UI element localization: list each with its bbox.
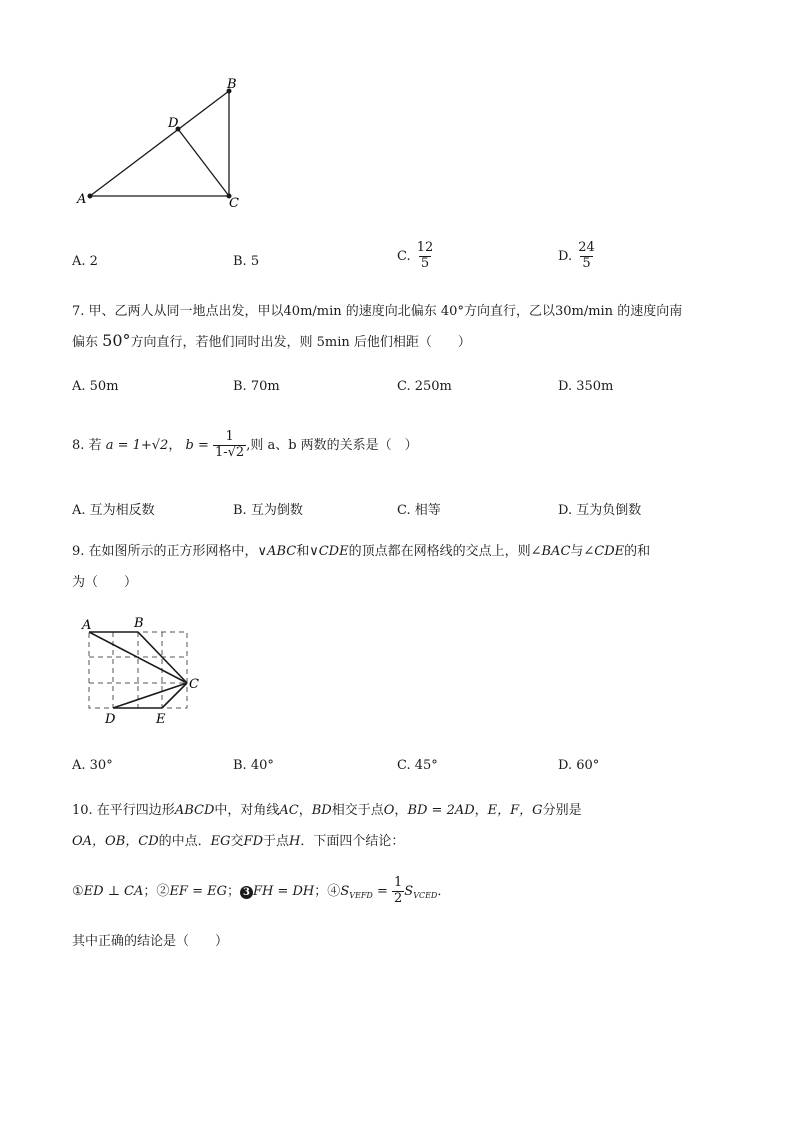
q7-option-c: C. 250m bbox=[397, 379, 452, 394]
grid-label-C: C bbox=[189, 677, 199, 692]
q10-line1: 10. 在平行四边形ABCD中，对角线AC，BD相交于点O，BD = 2AD，E，F，G分别是 bbox=[72, 803, 582, 818]
label-B: B bbox=[227, 77, 237, 92]
q10-c4-numerator: 1 bbox=[394, 875, 403, 891]
q10-conclusions: ①ED ⊥ CA；②EF = EG； 3 FH = DH；$④S_{VEFD}$ = $\frac{1}{2}$ $S_{VCED}$． bbox=[72, 875, 451, 906]
q7-line2: 偏东 50°方向直行，若他们同时出发，则 5min 后他们相距（ ） bbox=[72, 331, 471, 350]
q8-a-expression: a = 1+√2 bbox=[105, 438, 169, 453]
grid-label-E: E bbox=[156, 712, 166, 727]
q9-option-b: B. 40° bbox=[233, 758, 274, 773]
q9-option-a: A. 30° bbox=[72, 758, 113, 773]
triangle-figure bbox=[70, 72, 260, 217]
label-C: C bbox=[229, 196, 239, 211]
q6-c-denominator: 5 bbox=[420, 255, 430, 271]
q8-option-b: B. 互为倒数 bbox=[233, 503, 303, 518]
circled-three-icon: 3 bbox=[240, 886, 253, 899]
q6-option-b: B. 5 bbox=[233, 254, 260, 269]
label-A: A bbox=[77, 192, 87, 207]
q9-line2: 为（ ） bbox=[72, 575, 138, 590]
q6-option-c: C. $\frac{12}{5}$ bbox=[397, 240, 434, 271]
q7-option-b: B. 70m bbox=[233, 379, 280, 394]
q7-option-a: A. 50m bbox=[72, 379, 119, 394]
q10-line2: OA，OB，CD的中点．EG交FD于点H．下面四个结论： bbox=[72, 834, 405, 849]
q8-stem: 8. 若 a = 1+√2， b = $\frac{1}{1-√2}$ ,则 a、b 两数的关系是（ ） bbox=[72, 429, 418, 460]
q10-c4-denominator: 2 bbox=[394, 891, 403, 906]
q6-option-a: A. 2 bbox=[72, 254, 98, 269]
q6-c-numerator: 12 bbox=[416, 240, 434, 255]
q6-d-numerator: 24 bbox=[578, 240, 595, 255]
grid-label-B: B bbox=[134, 616, 144, 631]
q6-d-denominator: 5 bbox=[582, 255, 591, 271]
q6-option-d: D. $\frac{24}{5}$ bbox=[558, 240, 595, 271]
q9-line1: 9. 在如图所示的正方形网格中，∨ABC和∨CDE的顶点都在网格线的交点上，则∠BAC与∠CDE的和 bbox=[72, 544, 651, 559]
q8-option-c: C. 相等 bbox=[397, 503, 441, 518]
label-D: D bbox=[168, 116, 179, 131]
q10-answer-prompt: 其中正确的结论是（ ） bbox=[72, 934, 229, 949]
grid-figure bbox=[75, 612, 215, 727]
q9-option-c: C. 45° bbox=[397, 758, 438, 773]
q8-b-denominator: 1-√2 bbox=[214, 445, 245, 460]
grid-label-A: A bbox=[82, 618, 92, 633]
q7-option-d: D. 350m bbox=[558, 379, 614, 394]
grid-label-D: D bbox=[105, 712, 116, 727]
q8-b-numerator: 1 bbox=[225, 429, 234, 445]
q8-option-a: A. 互为相反数 bbox=[72, 503, 155, 518]
q8-option-d: D. 互为负倒数 bbox=[558, 503, 642, 518]
q7-line1: 7. 甲、乙两人从同一地点出发，甲以40m/min 的速度向北偏东 40°方向直行，乙以30m/min 的速度向南 bbox=[72, 304, 683, 319]
q9-option-d: D. 60° bbox=[558, 758, 600, 773]
